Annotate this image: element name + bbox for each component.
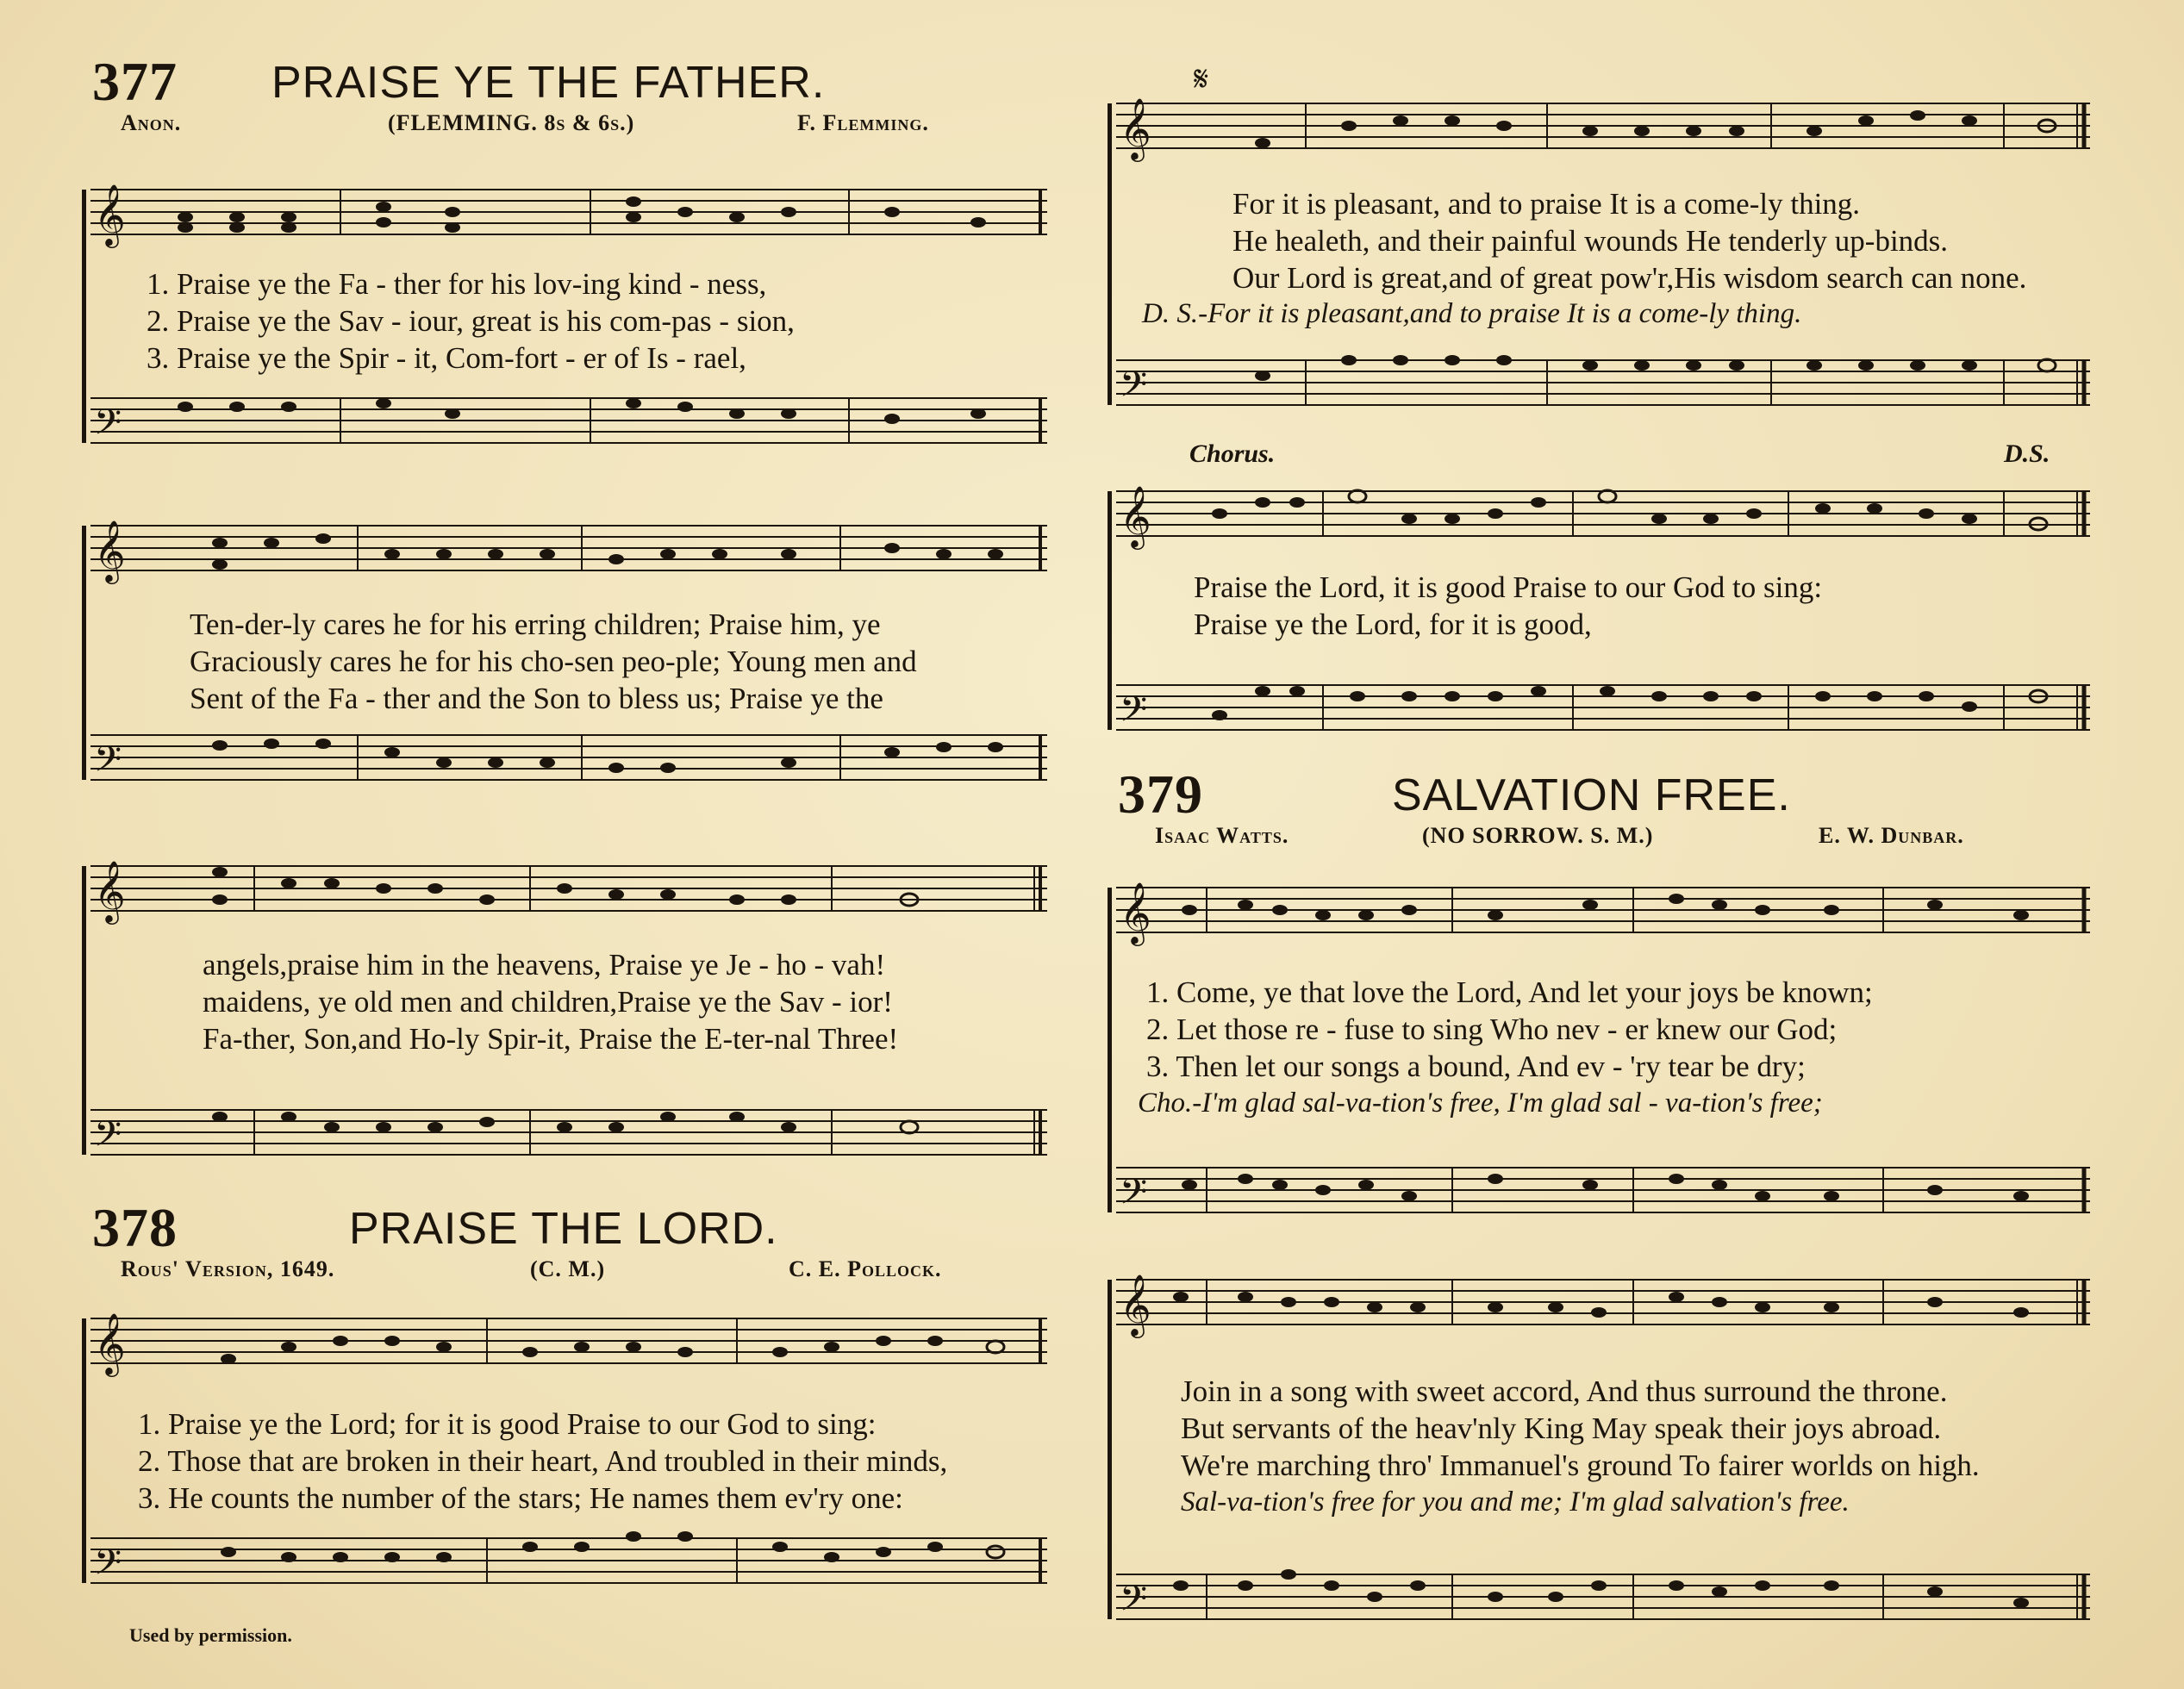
svg-text:𝄢: 𝄢 [94, 1113, 122, 1163]
svg-text:𝄢: 𝄢 [94, 402, 122, 452]
svg-text:𝄢: 𝄢 [94, 739, 122, 788]
lyric-verse-line: 1. Come, ye that love the Lord, And let your joys be known; [1146, 975, 1873, 1009]
music-system [1108, 1262, 2103, 1642]
permission-note: Used by permission. [129, 1624, 292, 1646]
svg-text:𝄞: 𝄞 [1120, 1273, 1151, 1336]
svg-text:𝄢: 𝄢 [1120, 1578, 1148, 1628]
music-system [1108, 474, 2103, 750]
hymn-title: SALVATION FREE. [1392, 770, 1791, 820]
svg-text:𝄞: 𝄞 [94, 1312, 126, 1374]
lyric-verse-line: 3. Then let our songs a bound, And ev - 'ry tear be dry; [1146, 1050, 1806, 1083]
lyric-verse-line: Sent of the Fa - ther and the Son to bless us; Praise ye the [190, 682, 883, 715]
lyric-verse-line: maidens, ye old men and children,Praise ye the Sav - ior! [203, 985, 893, 1019]
svg-text:𝄞: 𝄞 [94, 859, 126, 922]
svg-text:𝄞: 𝄞 [94, 519, 126, 582]
lyric-verse-line: Graciously cares he for his cho-sen peo-ple; Young men and [190, 645, 917, 678]
lyric-verse-line: 1. Praise ye the Fa - ther for his lov-ing kind - ness, [147, 267, 767, 301]
svg-text:𝄢: 𝄢 [94, 1542, 122, 1592]
lyric-verse-line: He healeth, and their painful wounds He tenderly up-binds. [1232, 224, 1949, 258]
svg-text:𝄢: 𝄢 [1120, 1171, 1148, 1221]
lyric-verse-line: 3. He counts the number of the stars; He names them ev'ry one: [138, 1481, 903, 1515]
lyric-verse-line: We're marching thro' Immanuel's ground To fairer worlds on high. [1181, 1449, 1980, 1482]
lyric-verse-line: Ten-der-ly cares he for his erring children; Praise him, ye [190, 608, 881, 641]
chorus-lyric-line: Cho.-I'm glad sal-va-tion's free, I'm glad sal - va-tion's free; [1138, 1088, 1823, 1119]
hymn-author: Rous' Version, 1649. [121, 1256, 335, 1281]
ds-label: D.S. [2004, 439, 2050, 468]
chorus-lyric-line: Praise the Lord, it is good Praise to our God to sing: [1194, 570, 1823, 604]
hymn-number: 378 [92, 1197, 178, 1258]
hymn-number: 377 [92, 51, 178, 112]
music-system [82, 513, 1060, 823]
lyric-verse-line: Our Lord is great,and of great pow'r,His wisdom search can none. [1232, 261, 2027, 295]
hymn-tune: (FLEMMING. 8s & 6s.) [388, 110, 635, 135]
svg-text:𝄋: 𝄋 [1194, 60, 1209, 99]
hymn-number: 379 [1118, 763, 1203, 825]
hymn-composer: F. Flemming. [797, 110, 929, 135]
chorus-lyric-line: Sal-va-tion's free for you and me; I'm glad salvation's free. [1181, 1486, 1850, 1518]
svg-text:𝄢: 𝄢 [1120, 689, 1148, 739]
lyric-verse-line: angels,praise him in the heavens, Praise ye Je - ho - vah! [203, 948, 886, 982]
lyric-verse-line: 2. Let those re - fuse to sing Who nev - er knew our God; [1146, 1013, 1838, 1046]
lyric-verse-line: 2. Praise ye the Sav - iour, great is his com-pas - sion, [147, 304, 795, 338]
music-system [82, 853, 1060, 1172]
chorus-label: Chorus. [1189, 439, 1276, 468]
hymn-author: Isaac Watts. [1155, 823, 1289, 848]
hymn-tune: (C. M.) [530, 1256, 606, 1281]
hymn-composer: C. E. Pollock. [789, 1256, 942, 1281]
hymn-author: Anon. [121, 110, 182, 135]
hymn-tune: (NO SORROW. S. M.) [1422, 823, 1654, 848]
svg-text:𝄞: 𝄞 [1120, 881, 1151, 944]
hymn-379 [1108, 763, 2103, 854]
hymn-378 [82, 1196, 1060, 1287]
lyric-verse-line: 1. Praise ye the Lord; for it is good Praise to our God to sing: [138, 1407, 877, 1441]
svg-text:𝄢: 𝄢 [1120, 364, 1148, 414]
ds-lyric-line: D. S.-For it is pleasant,and to praise It is a come-ly thing. [1142, 298, 1802, 329]
hymn-title: PRAISE THE LORD. [349, 1204, 778, 1254]
music-system [82, 172, 1060, 483]
music-system [1108, 870, 2103, 1241]
lyric-verse-line: Join in a song with sweet accord, And thus surround the throne. [1181, 1374, 1948, 1408]
lyric-verse-line: 2. Those that are broken in their heart, And troubled in their minds, [138, 1444, 948, 1478]
hymn-composer: E. W. Dunbar. [1819, 823, 1964, 848]
svg-text:𝄞: 𝄞 [1120, 97, 1151, 159]
music-system [1108, 60, 2103, 439]
chorus-lyric-line: Praise ye the Lord, for it is good, [1194, 608, 1592, 641]
lyric-verse-line: But servants of the heav'nly King May speak their joys abroad. [1181, 1412, 1942, 1445]
hymn-title: PRAISE YE THE FATHER. [271, 58, 826, 108]
lyric-verse-line: Fa-ther, Son,and Ho-ly Spir-it, Praise the E-ter-nal Three! [203, 1022, 899, 1056]
lyric-verse-line: For it is pleasant, and to praise It is a come-ly thing. [1232, 187, 1861, 221]
music-system [82, 1306, 1060, 1607]
hymn-377 [82, 50, 1060, 141]
svg-text:𝄞: 𝄞 [1120, 484, 1151, 547]
svg-text:𝄞: 𝄞 [94, 183, 126, 246]
lyric-verse-line: 3. Praise ye the Spir - it, Com-fort - er of Is - rael, [147, 341, 746, 375]
